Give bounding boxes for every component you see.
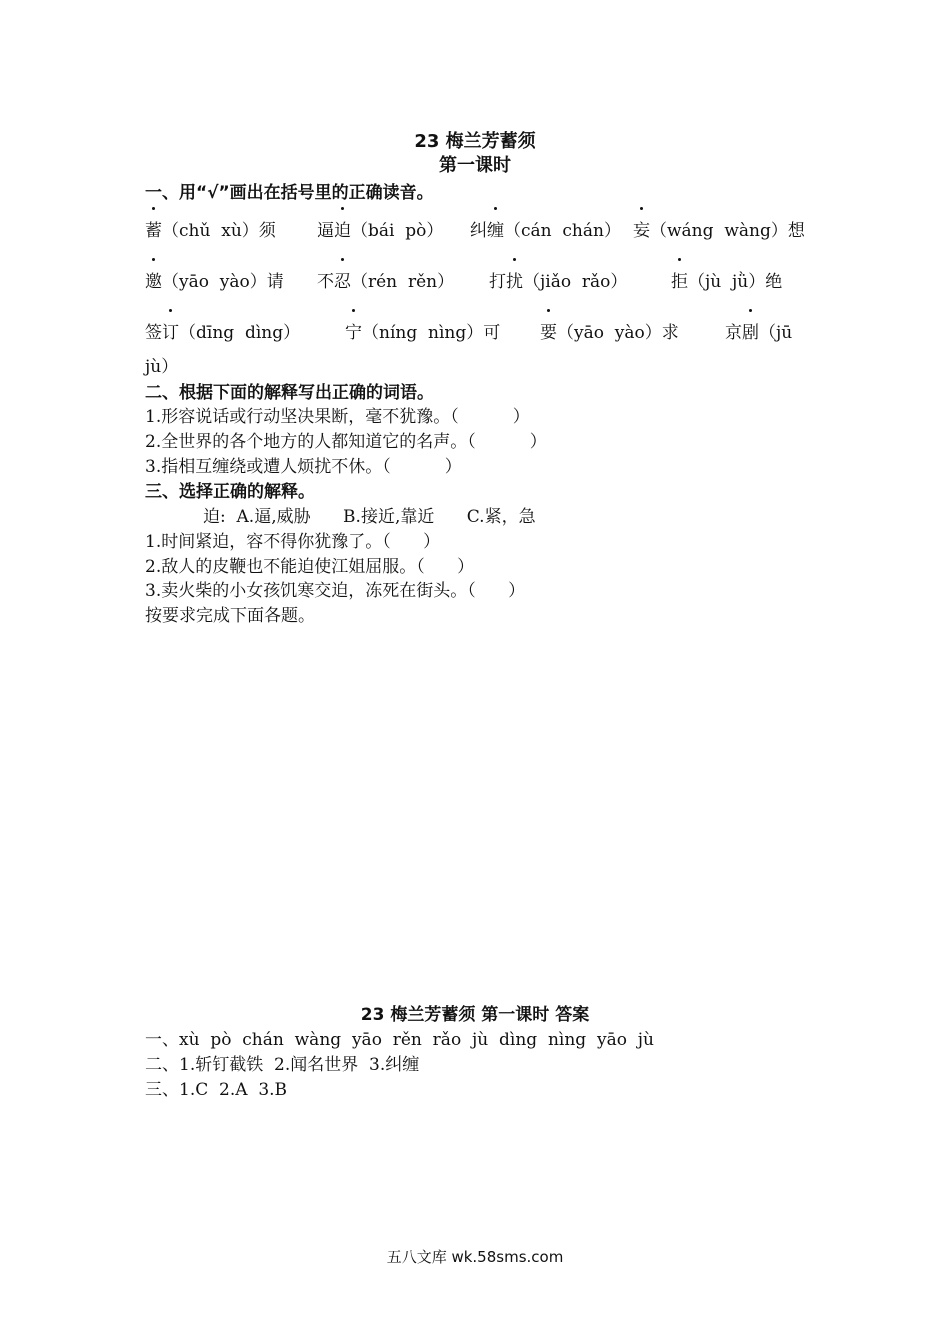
- lesson-subtitle: 第一课时: [439, 155, 511, 176]
- section3-item-1: 1.时间紧迫，容不得你犹豫了。（ ）: [145, 532, 441, 552]
- pinyin-item: 妄（wáng wàng）想: [633, 216, 805, 241]
- section3-item-3: 3.卖火柴的小女孩饥寒交迫，冻死在街头。（ ）: [145, 581, 526, 601]
- answers-title: 23 梅兰芳蓄须 第一课时 答案: [360, 1005, 590, 1025]
- pinyin-item: 蓄（chǔ xù）须: [145, 216, 276, 241]
- section2-item-3: 3.指相互缠绕或遭人烦扰不休。（ ）: [145, 457, 462, 477]
- pinyin-item: 宁（níng nìng）可: [345, 318, 500, 343]
- section2-item-2: 2.全世界的各个地方的人都知道它的名声。（ ）: [145, 432, 547, 452]
- answer-line-1: 一、xù pò chán wàng yāo rěn rǎo jù dìng nìng yāo jù: [145, 1030, 654, 1050]
- pinyin-item: 邀（yāo yào）请: [145, 267, 284, 292]
- pinyin-item: 要（yāo yào）求: [540, 318, 679, 343]
- lesson-title: 23 梅兰芳蓄须: [414, 131, 536, 152]
- pinyin-item: 签订（dīng dìng）: [145, 318, 300, 343]
- section1-heading: 一、用“√”画出在括号里的正确读音。: [145, 183, 434, 203]
- pinyin-row-2: [145, 267, 810, 301]
- section3-options: 迫: A.逼,威胁 B.接近,靠近 C.紧，急: [203, 507, 536, 527]
- pinyin-item: 京剧（jū: [725, 318, 792, 343]
- answer-line-3: 三、1.C 2.A 3.B: [145, 1080, 288, 1100]
- section2-item-1: 1.形容说话或行动坚决果断，毫不犹豫。（ ）: [145, 407, 530, 427]
- pinyin-item: 逼迫（bái pò）: [317, 216, 443, 241]
- pinyin-item: 纠缠（cán chán）: [470, 216, 621, 241]
- answer-line-2: 二、1.斩钉截铁 2.闻名世界 3.纠缠: [145, 1055, 420, 1075]
- section3-item-2: 2.敌人的皮鞭也不能迫使江姐屈服。（ ）: [145, 557, 475, 577]
- pinyin-row-3-wrap: jù）: [145, 357, 179, 377]
- pinyin-item: 打扰（jiǎo rǎo）: [489, 267, 627, 292]
- pinyin-item: 不忍（rén rěn）: [317, 267, 454, 292]
- pinyin-row-1: [145, 216, 810, 250]
- section2-heading: 二、根据下面的解释写出正确的词语。: [145, 383, 434, 403]
- section3-heading: 三、选择正确的解释。: [145, 482, 315, 502]
- pinyin-item: 拒（jù jǜ）绝: [671, 267, 782, 292]
- footer-watermark: 五八文库 wk.58sms.com: [386, 1248, 564, 1266]
- instruction-note: 按要求完成下面各题。: [145, 606, 315, 626]
- pinyin-row-3: [145, 318, 810, 352]
